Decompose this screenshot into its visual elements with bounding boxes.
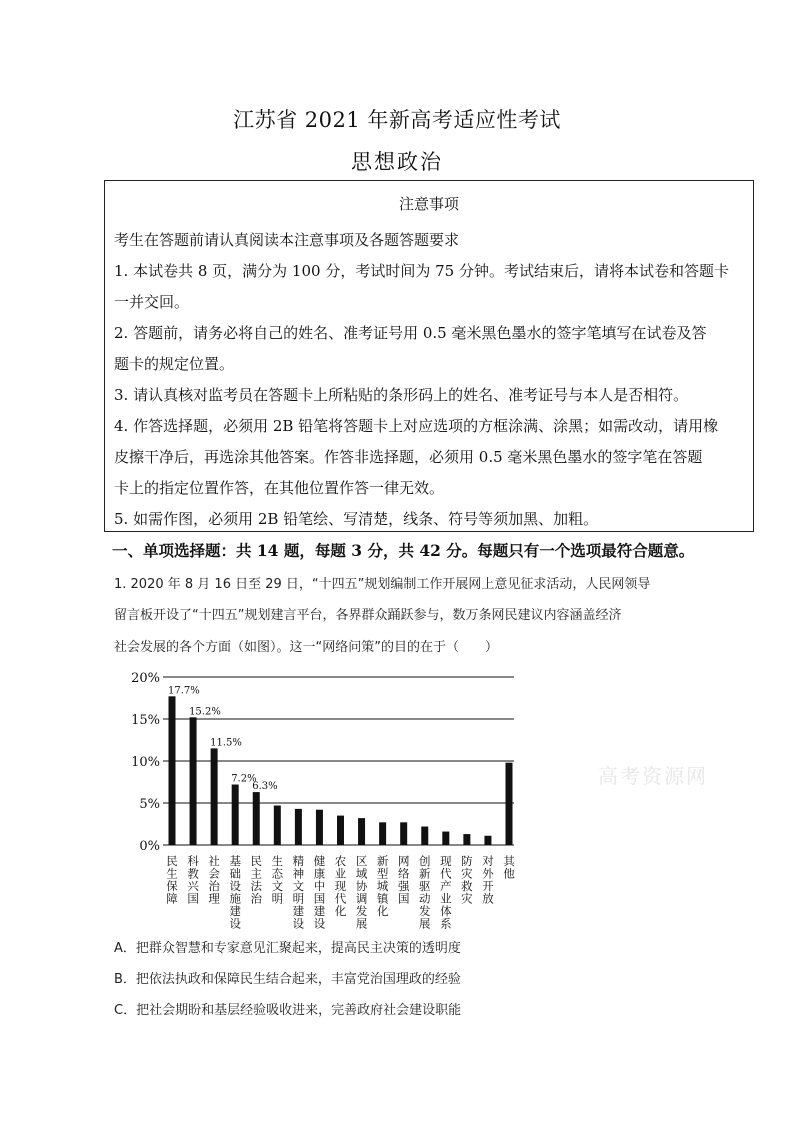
watermark-text: 高考资源网: [598, 764, 708, 788]
question-line: 社会发展的各个方面（如图）。这一“网络问策”的目的在于（ ）: [114, 640, 498, 655]
category-label: 精神文明建设: [292, 854, 305, 931]
question-line: 1. 2020 年 8 月 16 日至 29 日，“十四五”规划编制工作开展网上意见征求活动，人民网领导: [114, 577, 651, 592]
bar: [190, 717, 197, 845]
notice-line: 2. 答题前，请务必将自己的姓名、准考证号用 0.5 毫米黑色墨水的签字笔填写在试卷及答: [114, 324, 707, 342]
bar: [295, 809, 302, 845]
category-label: 民主法治: [250, 854, 262, 906]
option-a[interactable]: A．把群众智慧和专家意见汇聚起来，提高民主决策的透明度: [114, 941, 461, 956]
option-b[interactable]: B．把依法执政和保障民生结合起来，丰富党治国理政的经验: [114, 972, 461, 987]
notice-line: 一并交回。: [114, 293, 190, 311]
notice-line: 5. 如需作图，必须用 2B 铅笔绘、写清楚，线条、符号等须加黑、加粗。: [114, 510, 599, 528]
notice-line: 4. 作答选择题，必须用 2B 铅笔将答题卡上对应选项的方框涂满、涂黑；如需改动，请用橡: [114, 417, 719, 435]
notice-heading: 注意事项: [398, 195, 459, 213]
bar: [421, 827, 428, 845]
bar: [506, 763, 513, 845]
bar: [253, 792, 260, 845]
category-label: 对外开放: [482, 854, 494, 906]
notice-line: 考生在答题前请认真阅读本注意事项及各题答题要求: [114, 231, 460, 249]
category-label: 基础设施建设: [229, 854, 241, 931]
category-label: 农业现代化: [334, 854, 347, 918]
notice-line: 1. 本试卷共 8 页，满分为 100 分，考试时间为 75 分钟。考试结束后，请将本试卷和答题卡: [114, 262, 729, 280]
category-label: 社会治理: [208, 854, 220, 906]
data-label: 15.2%: [189, 706, 221, 718]
bar: [274, 806, 281, 845]
notice-line: 皮擦干净后，再选涂其他答案。作答非选择题，必须用 0.5 毫米黑色墨水的签字笔在答题: [114, 448, 703, 466]
bar: [232, 785, 239, 845]
bar: [442, 832, 449, 845]
category-label: 生态文明: [271, 854, 284, 906]
bar: [379, 822, 386, 845]
bar: [169, 696, 176, 845]
bar: [316, 810, 323, 845]
exam-title: 江苏省 2021 年新高考适应性考试: [233, 108, 561, 132]
exam-subject: 思想政治: [351, 150, 443, 174]
data-label: 7.2%: [231, 773, 257, 785]
bar: [400, 822, 407, 845]
bar: [358, 818, 365, 845]
y-tick-label: 0%: [139, 839, 160, 854]
category-label: 防灾救灾: [461, 854, 473, 906]
option-c[interactable]: C．把社会期盼和基层经验吸收进来，完善政府社会建设职能: [114, 1003, 462, 1018]
bar: [211, 748, 218, 845]
y-tick-label: 10%: [131, 755, 160, 770]
category-label: 现代产业体系: [440, 854, 452, 931]
question-line: 留言板开设了“十四五”规划建言平台，各界群众踊跃参与，数万条网民建议内容涵盖经济: [114, 608, 622, 623]
y-tick-label: 20%: [131, 671, 160, 686]
data-label: 17.7%: [168, 685, 200, 697]
bar: [337, 816, 344, 845]
category-label: 网络强国: [397, 854, 410, 906]
data-label: 6.3%: [252, 781, 278, 793]
notice-line: 3. 请认真核对监考员在答题卡上所粘贴的条形码上的姓名、准考证号与本人是否相符。: [114, 386, 689, 404]
y-tick-label: 5%: [139, 797, 160, 812]
bar: [484, 836, 491, 845]
notice-line: 卡上的指定位置作答，在其他位置作答一律无效。: [114, 479, 445, 497]
category-label: 新型城镇化: [376, 854, 389, 918]
y-tick-label: 15%: [131, 713, 160, 728]
category-label: 创新驱动发展: [419, 854, 431, 931]
notice-line: 题卡的规定位置。: [114, 355, 235, 373]
category-label: 民生保障: [166, 854, 178, 906]
section-heading: 一、单项选择题：共 14 题，每题 3 分，共 42 分。每题只有一个选项最符合题意。: [112, 541, 695, 560]
data-label: 11.5%: [210, 737, 242, 749]
category-label: 区域协调发展: [355, 854, 368, 931]
category-label: 健康中国建设: [313, 854, 326, 931]
category-label: 其他: [503, 854, 515, 881]
category-label: 科教兴国: [187, 854, 199, 906]
bar: [463, 834, 470, 845]
